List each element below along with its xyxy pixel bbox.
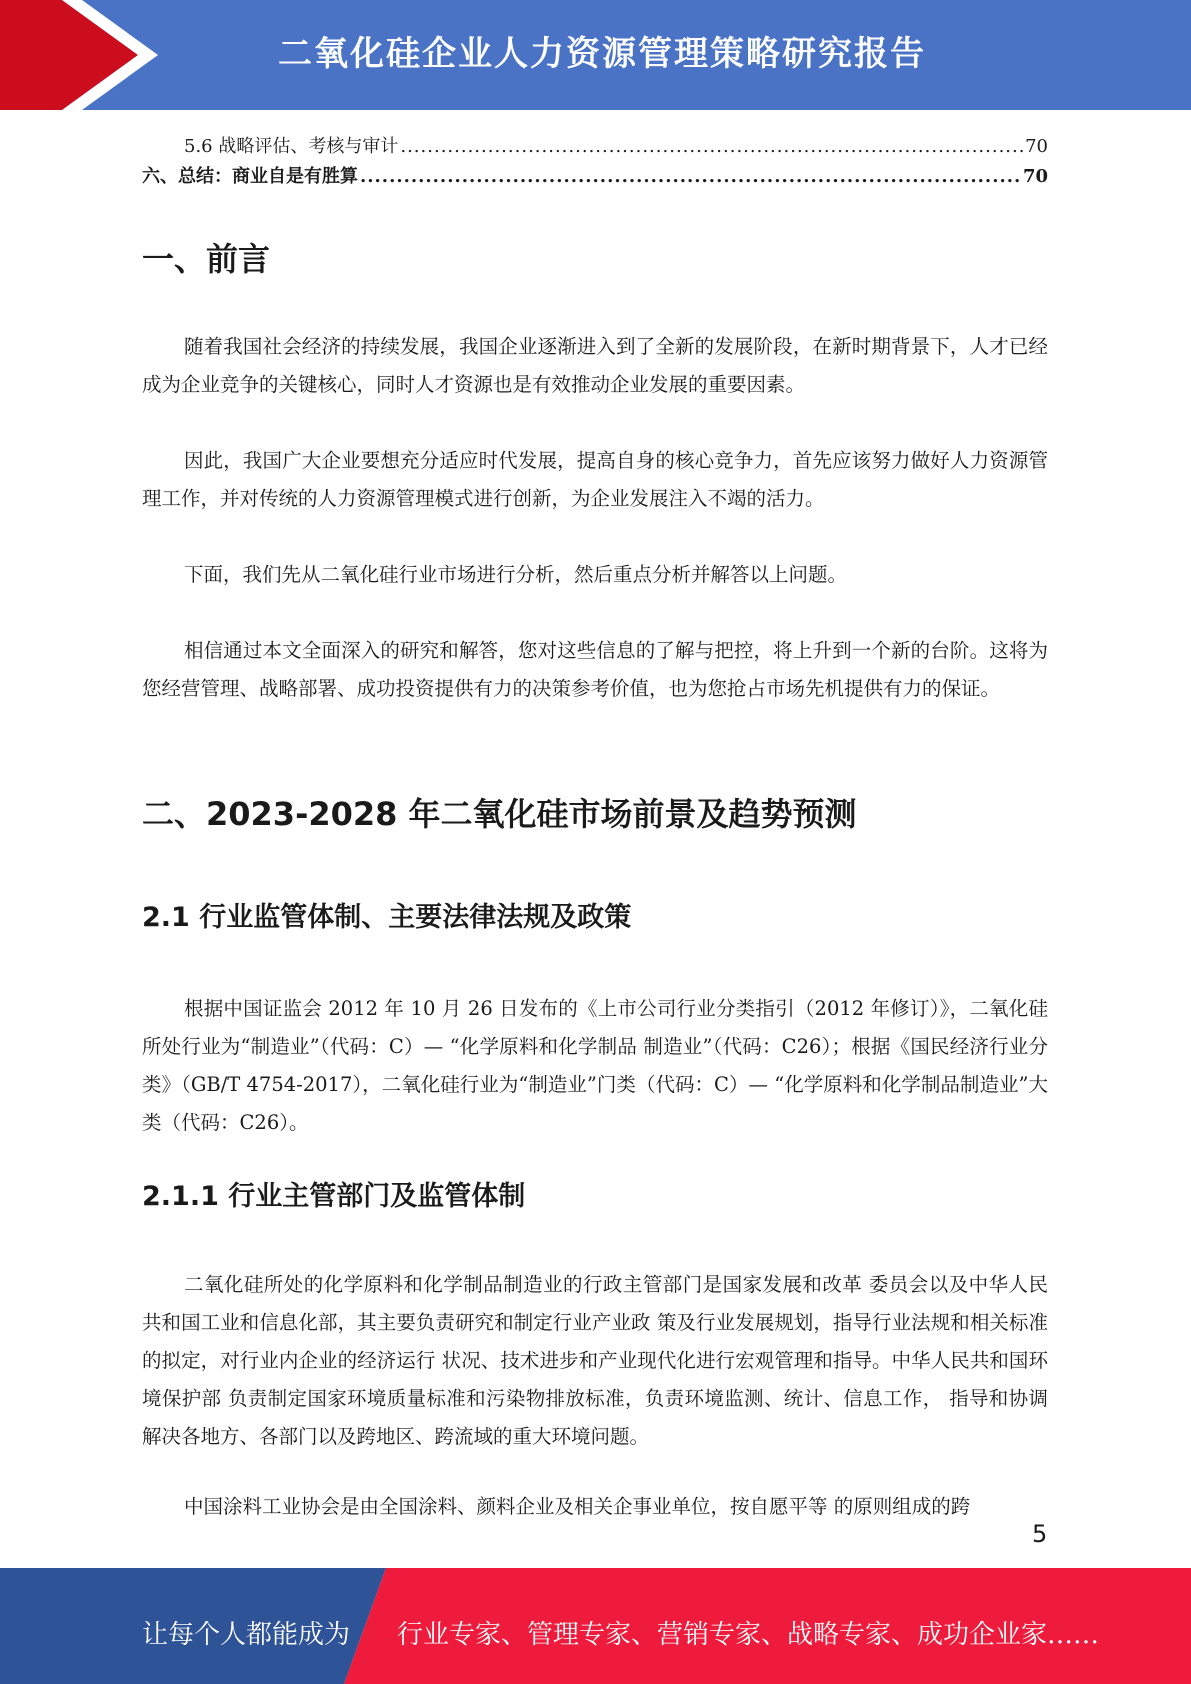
section-heading-preface: 一、前言 (142, 240, 271, 278)
toc-entry[interactable] (142, 162, 1048, 188)
paragraph: 中国涂料工业协会是由全国涂料、颜料企业及相关企事业单位，按自愿平等 的原则组成的跨 (184, 1495, 971, 1518)
paragraph: 根据中国证监会 2012 年 10 月 26 日发布的《上市公司行业分类指引（2012 年修订）》，二氧化硅所处行业为“制造业”（代码：C）— “化学原料和化学制品 制造业”（代码：C26）；根据《国民经济行业分类》（GB/T 4754-2017），二氧化硅行业为“制造业”门类（代码：C）— “化学原料和化学制品制造业”大类（代码：C26）。 (142, 997, 1048, 1134)
footer-slogan-right: 行业专家、管理专家、营销专家、战略专家、成功企业家…… (397, 1620, 1100, 1650)
footer-slogan-left: 让每个人都能成为 (142, 1620, 351, 1650)
toc-entry[interactable] (142, 132, 1048, 158)
toc-entry-label: 六、总结：商业自是有胜算 (142, 166, 358, 187)
toc-entry-page: 70 (1022, 166, 1048, 187)
toc-entry-label: 5.6 战略评估、考核与审计 (184, 136, 399, 157)
subsection-heading-authorities: 2.1.1 行业主管部门及监管体制 (142, 1181, 526, 1212)
toc-leader-dots (400, 136, 1023, 157)
page-number: 5 (1032, 1520, 1048, 1548)
report-title: 二氧化硅企业人力资源管理策略研究报告 (278, 34, 926, 74)
paragraph: 相信通过本文全面深入的研究和解答，您对这些信息的了解与把控，将上升到一个新的台阶。这将为您经营管理、战略部署、成功投资提供有力的决策参考价值，也为您抢占市场先机提供有力的保证。 (142, 639, 1048, 700)
header-banner (0, 0, 1191, 110)
paragraph: 二氧化硅所处的化学原料和化学制品制造业的行政主管部门是国家发展和改革 委员会以及中华人民共和国工业和信息化部，其主要负责研究和制定行业产业政 策及行业发展规划，指导行业法规和相关标准的拟定，对行业内企业的经济运行 状况、技术进步和产业现代化进行宏观管理和指导。中华人民共和国环境保护部 负责制定国家环境质量标准和污染物排放标准，负责环境监测、统计、信息工作， 指导和协调解决各地方、各部门以及跨地区、跨流域的重大环境问题。 (142, 1273, 1048, 1448)
toc-leader-dots (360, 166, 1021, 187)
subsection-heading-regulation: 2.1 行业监管体制、主要法律法规及政策 (142, 902, 632, 933)
toc-entry-page: 70 (1025, 136, 1048, 157)
section-heading-market-forecast: 二、2023-2028 年二氧化硅市场前景及趋势预测 (142, 795, 857, 833)
paragraph: 因此，我国广大企业要想充分适应时代发展，提高自身的核心竞争力，首先应该努力做好人力资源管理工作，并对传统的人力资源管理模式进行创新，为企业发展注入不竭的活力。 (142, 449, 1048, 510)
paragraph: 随着我国社会经济的持续发展，我国企业逐渐进入到了全新的发展阶段，在新时期背景下，人才已经成为企业竞争的关键核心，同时人才资源也是有效推动企业发展的重要因素。 (142, 335, 1048, 396)
footer-banner (0, 1568, 1191, 1684)
paragraph: 下面，我们先从二氧化硅行业市场进行分析，然后重点分析并解答以上问题。 (184, 563, 848, 586)
